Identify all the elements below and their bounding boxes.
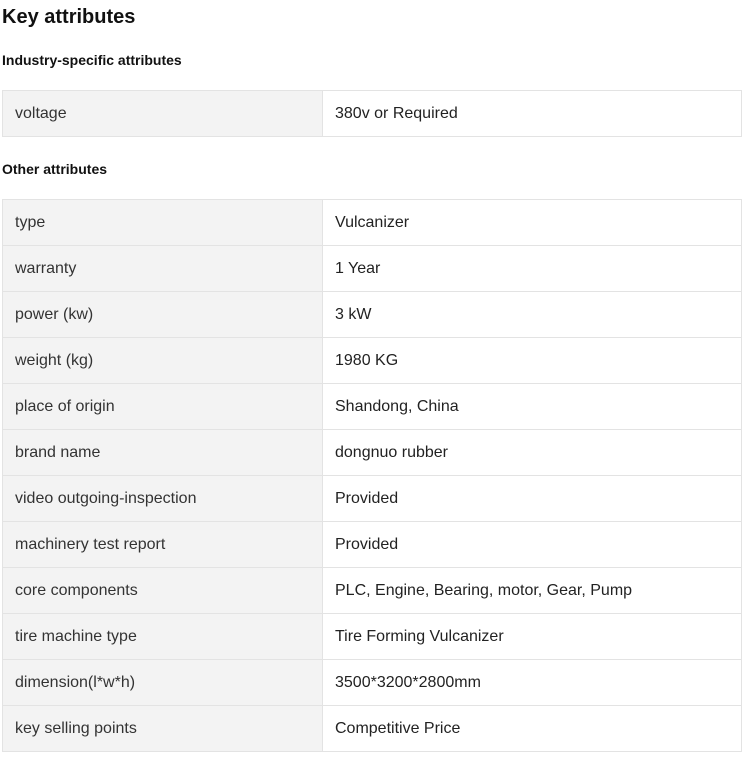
attribute-key: dimension(l*w*h) [3, 660, 323, 706]
attribute-key: power (kw) [3, 292, 323, 338]
table-row [3, 384, 742, 430]
attribute-key: weight (kg) [3, 338, 323, 384]
attribute-value: Shandong, China [323, 384, 742, 430]
other-attributes-table [2, 199, 742, 752]
table-row [3, 706, 742, 752]
attribute-key: key selling points [3, 706, 323, 752]
attribute-key: tire machine type [3, 614, 323, 660]
table-row [3, 91, 742, 137]
table-row [3, 660, 742, 706]
table-row [3, 476, 742, 522]
attribute-key: core components [3, 568, 323, 614]
attribute-value: Competitive Price [323, 706, 742, 752]
attribute-value: 1 Year [323, 246, 742, 292]
section-title-other: Other attributes [2, 161, 108, 177]
attribute-key: brand name [3, 430, 323, 476]
table-row [3, 614, 742, 660]
attribute-key: place of origin [3, 384, 323, 430]
attribute-value: dongnuo rubber [323, 430, 742, 476]
table-row [3, 292, 742, 338]
attribute-key: voltage [3, 91, 323, 137]
table-row [3, 200, 742, 246]
attribute-value: Tire Forming Vulcanizer [323, 614, 742, 660]
attribute-value: Provided [323, 476, 742, 522]
table-row [3, 522, 742, 568]
industry-attributes-table [2, 90, 742, 137]
attribute-key: machinery test report [3, 522, 323, 568]
table-row [3, 338, 742, 384]
section-title-industry-specific: Industry-specific attributes [2, 52, 182, 68]
table-row [3, 430, 742, 476]
attribute-key: type [3, 200, 323, 246]
page-title: Key attributes [2, 6, 136, 28]
attribute-value: PLC, Engine, Bearing, motor, Gear, Pump [323, 568, 742, 614]
attribute-value: Provided [323, 522, 742, 568]
attribute-value: 1980 KG [323, 338, 742, 384]
attribute-value: 380v or Required [323, 91, 742, 137]
attribute-value: 3 kW [323, 292, 742, 338]
table-row [3, 246, 742, 292]
table-row [3, 568, 742, 614]
attribute-key: warranty [3, 246, 323, 292]
attribute-key: video outgoing-inspection [3, 476, 323, 522]
attribute-value: Vulcanizer [323, 200, 742, 246]
attribute-value: 3500*3200*2800mm [323, 660, 742, 706]
